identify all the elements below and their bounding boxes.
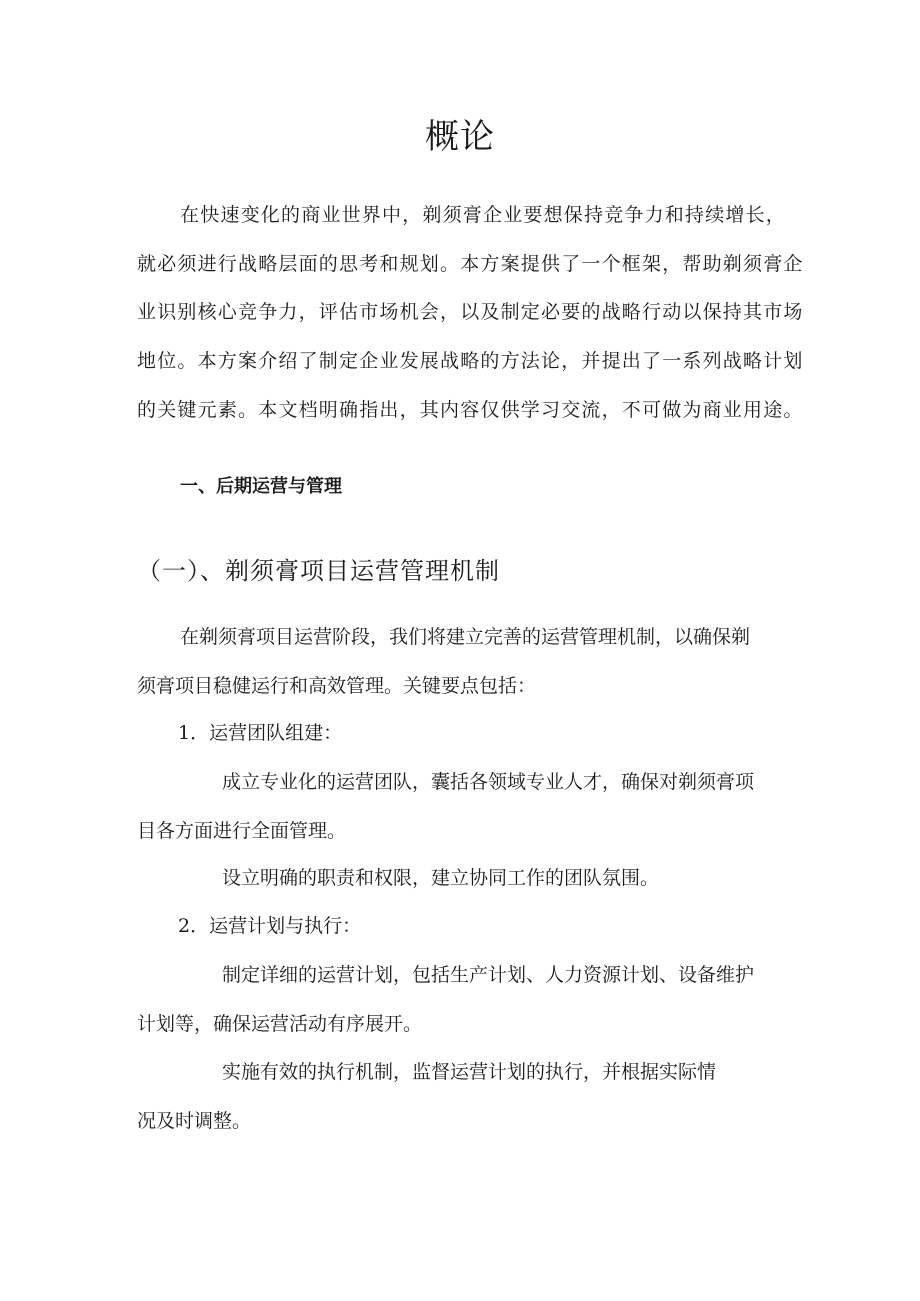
intro-line-5: 的关键元素。本文档明确指出，其内容仅供学习交流，不可做为商业用途。 xyxy=(137,399,804,421)
intro-line-4: 地位。本方案介绍了制定企业发展战略的方法论，并提出了一系列战略计划 xyxy=(137,350,804,372)
intro-line-3: 业识别核心竞争力，评估市场机会，以及制定必要的战略行动以保持其市场 xyxy=(137,301,804,323)
item-2-line-1: 制定详细的运营计划，包括生产计划、人力资源计划、设备维护 xyxy=(222,964,755,986)
item-1-line-1: 成立专业化的运营团队，囊括各领域专业人才，确保对剃须膏项 xyxy=(222,771,755,793)
item-2-line-4: 况及时调整。 xyxy=(137,1110,252,1132)
sub-intro-line-1: 在剃须膏项目运营阶段，我们将建立完善的运营管理机制，以确保剃 xyxy=(180,626,751,648)
sub-intro-line-2: 须膏项目稳健运行和高效管理。关键要点包括： xyxy=(137,675,537,697)
item-2-heading: 2．运营计划与执行： xyxy=(178,915,362,937)
item-1-line-2: 目各方面进行全面管理。 xyxy=(137,820,347,842)
item-2-line-2: 计划等，确保运营活动有序展开。 xyxy=(137,1013,423,1035)
subsection-heading: （一）、剃须膏项目运营管理机制 xyxy=(137,557,500,585)
item-2-line-3: 实施有效的执行机制，监督运营计划的执行，并根据实际情 xyxy=(222,1061,717,1083)
document-title: 概论 xyxy=(425,117,495,157)
intro-line-1: 在快速变化的商业世界中，剃须膏企业要想保持竞争力和持续增长， xyxy=(180,204,787,226)
intro-line-2: 就必须进行战略层面的思考和规划。本方案提供了一个框架，帮助剃须膏企 xyxy=(137,253,804,275)
section-heading: 一、后期运营与管理 xyxy=(180,476,342,497)
item-1-heading: 1．运营团队组建： xyxy=(178,722,343,744)
item-1-line-3: 设立明确的职责和权限，建立协同工作的团队氛围。 xyxy=(222,867,660,889)
